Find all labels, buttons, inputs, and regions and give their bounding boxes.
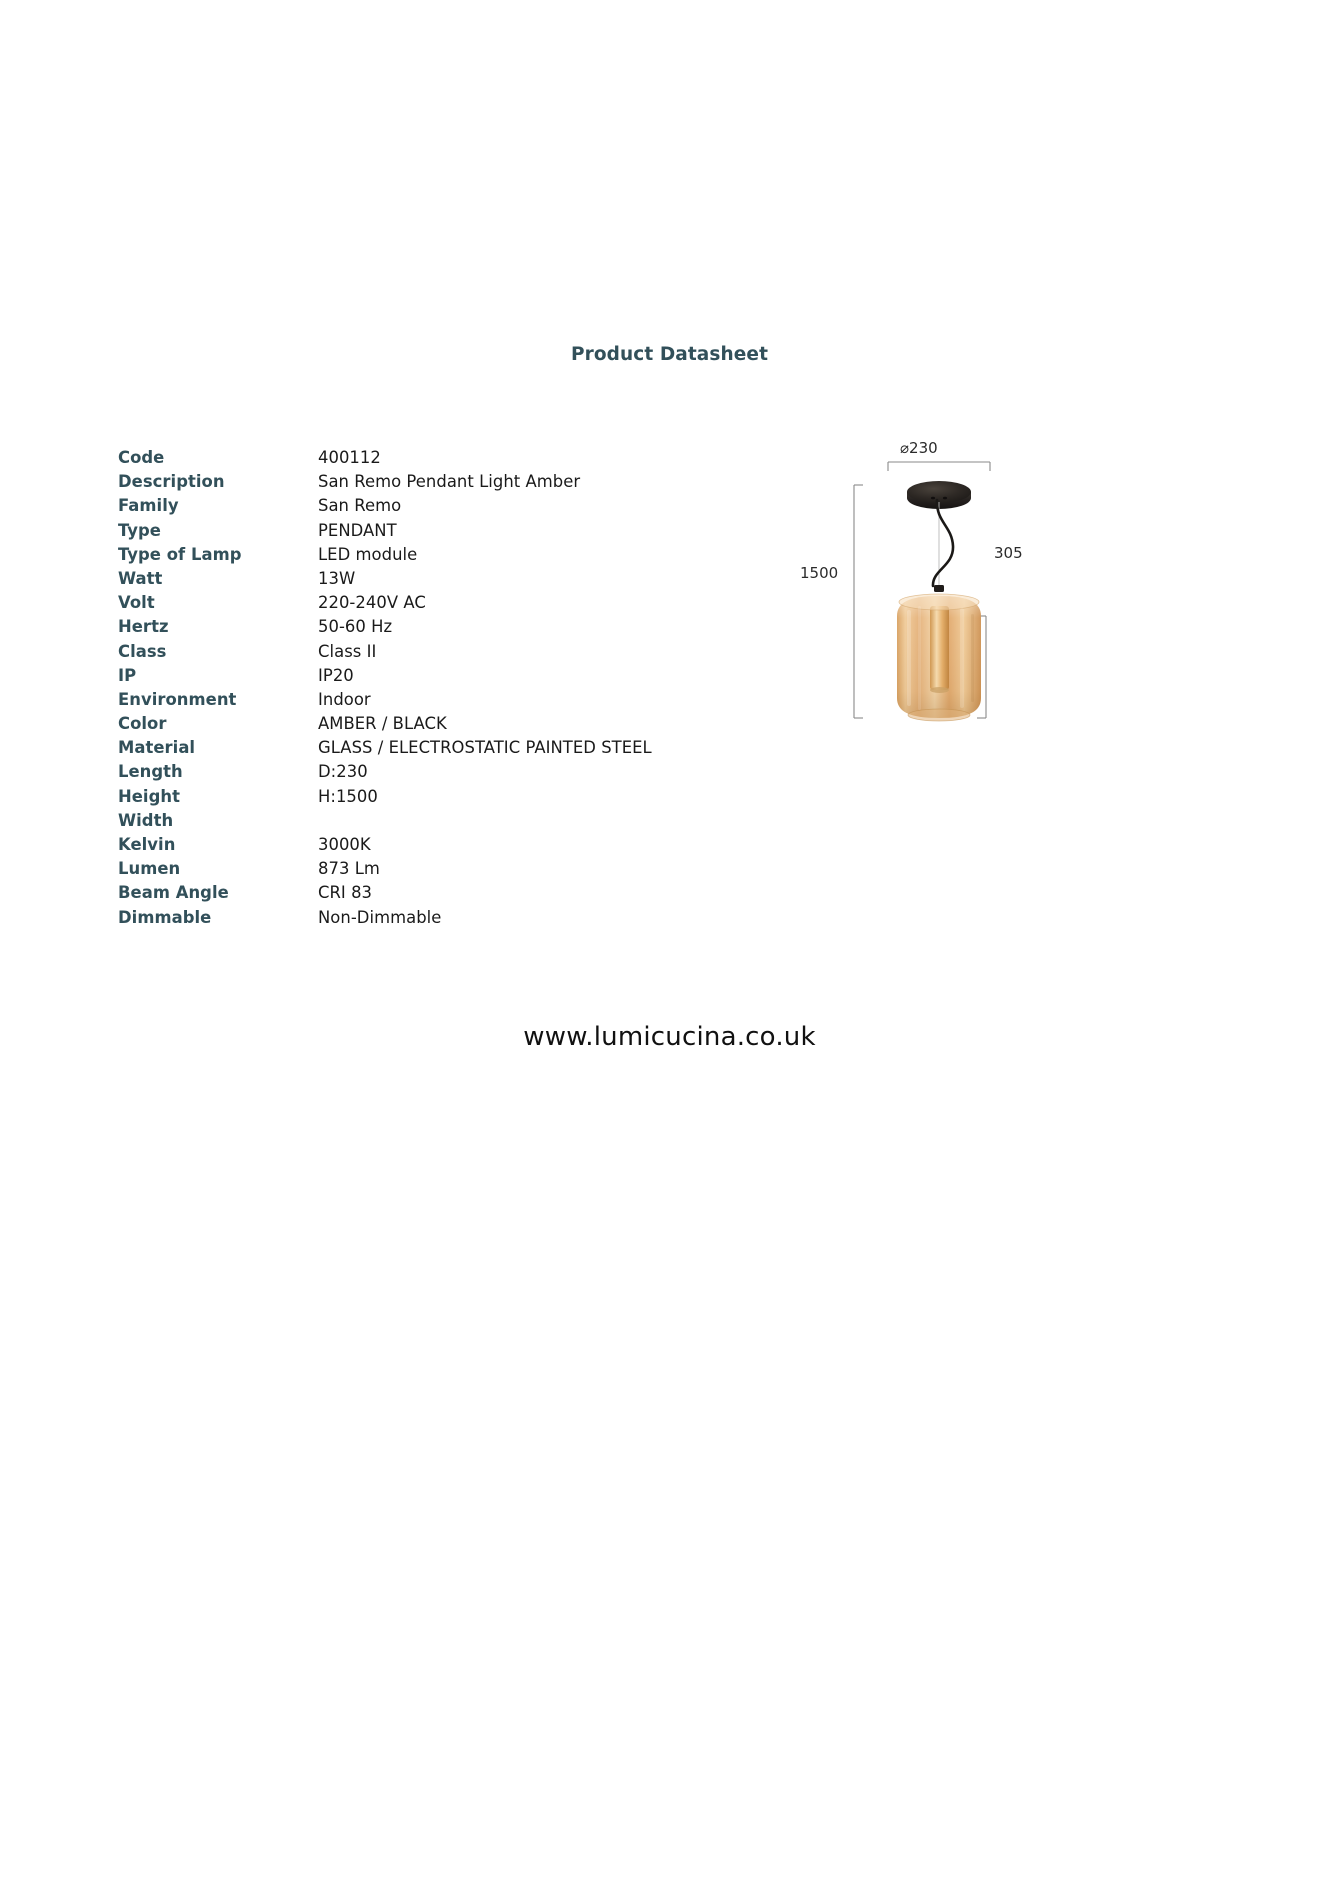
spec-value-dimmable: Non-Dimmable [318,907,442,927]
spec-label-height: Height [118,786,180,806]
amber-glass-shade [897,594,981,721]
spec-value-watt: 13W [318,568,356,588]
diameter-dimension-label: ⌀230 [900,439,938,457]
spec-label-volt: Volt [118,593,155,613]
table-row [118,664,738,688]
spec-label-material: Material [118,738,196,758]
table-row [118,809,738,833]
spec-label-watt: Watt [118,568,163,588]
shade-height-dimension-label: 305 [994,544,1023,562]
website-url[interactable]: www.lumicucina.co.uk [523,1022,816,1052]
spec-value-hertz: 50-60 Hz [318,617,393,637]
spec-label-environment: Environment [118,689,237,709]
cable-gland [934,585,944,592]
spec-value-type: PENDANT [318,520,397,540]
table-row [118,712,738,736]
total-height-dimension-label: 1500 [800,564,839,582]
spec-value-color: AMBER / BLACK [318,714,447,734]
table-row [118,470,738,494]
table-row [118,760,738,784]
page-title: Product Datasheet [570,344,769,365]
spec-value-ip: IP20 [318,665,354,685]
spec-label-width: Width [118,810,174,830]
spec-value-length: D:230 [318,762,368,782]
spec-label-kelvin: Kelvin [118,835,176,854]
spec-label-class: Class [118,641,167,661]
table-row [118,567,738,591]
table-row [118,494,738,518]
spec-label-color: Color [118,714,167,734]
spec-label-type-of-lamp: Type of Lamp [118,544,242,564]
specification-table [118,446,738,930]
spec-value-volt: 220-240V AC [318,593,426,613]
table-row [118,591,738,615]
table-row [118,881,738,905]
spec-value-beam-angle: CRI 83 [318,883,373,903]
spec-label-family: Family [118,496,179,516]
spec-label-type: Type [118,520,161,540]
table-row [118,833,738,857]
spec-label-description: Description [118,472,225,492]
table-row [118,446,738,470]
spec-label-lumen: Lumen [118,859,181,879]
spec-value-class: Class II [318,641,377,661]
spec-value-kelvin: 3000K [318,835,371,854]
spec-value-lumen: 873 Lm [318,859,380,879]
diameter-dimension-bracket [888,462,990,471]
spec-value-description: San Remo Pendant Light Amber [318,472,581,492]
table-row [118,785,738,809]
spec-value-material: GLASS / ELECTROSTATIC PAINTED STEEL [318,738,652,758]
power-cable [933,500,953,586]
spec-label-ip: IP [118,665,137,685]
spec-label-dimmable: Dimmable [118,907,212,927]
table-row [118,857,738,881]
spec-label-hertz: Hertz [118,617,169,637]
table-row [118,688,738,712]
table-row [118,519,738,543]
spec-label-length: Length [118,762,183,782]
spec-label-beam-angle: Beam Angle [118,883,229,903]
spec-label-code: Code [118,448,165,467]
spec-value-family: San Remo [318,496,402,516]
spec-value-type-of-lamp: LED module [318,544,418,564]
spec-value-code: 400112 [318,448,381,467]
table-row [118,615,738,639]
table-row [118,736,738,760]
table-row [118,543,738,567]
product-dimension-diagram [800,430,1120,750]
spec-value-height: H:1500 [318,786,378,806]
spec-value-environment: Indoor [318,689,371,709]
led-module-inner [930,606,949,690]
total-height-dimension-bracket [854,485,863,718]
table-row [118,640,738,664]
table-row [118,906,738,930]
